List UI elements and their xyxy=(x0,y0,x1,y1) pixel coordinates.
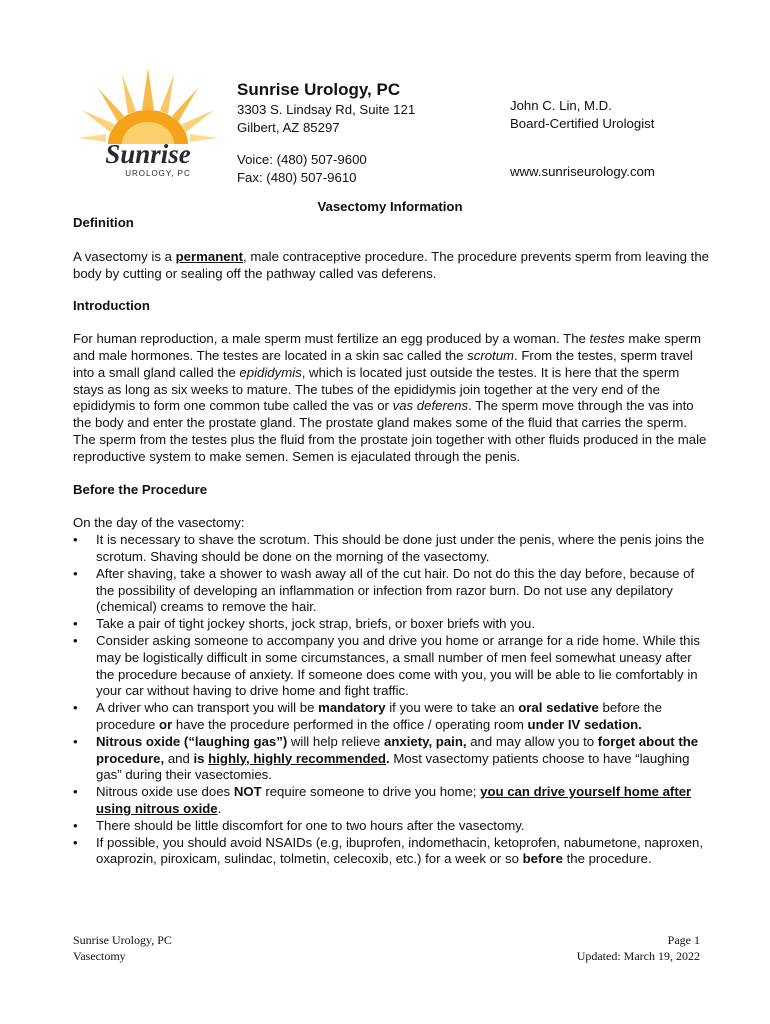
text-run: the procedure. xyxy=(562,851,652,867)
footer-practice: Sunrise Urology, PC xyxy=(73,933,172,947)
emphasis: before xyxy=(522,851,563,867)
doctor-info xyxy=(510,97,654,133)
text-run: . From the testes, sperm travel into a small gland called the xyxy=(73,347,693,380)
footer-doc-name: Vasectomy xyxy=(73,948,126,963)
emphasis-permanent: permanent xyxy=(175,248,244,264)
phone-numbers xyxy=(237,151,367,187)
footer-left xyxy=(73,933,172,964)
before-procedure-heading: Before the Procedure xyxy=(73,481,208,497)
emphasis: Nitrous oxide (“laughing gas”) xyxy=(96,733,288,749)
emphasis: is xyxy=(193,750,205,766)
term-scrotum: scrotum xyxy=(467,347,515,363)
text-run: A vasectomy is a xyxy=(73,248,176,264)
text-run: and xyxy=(164,750,194,766)
emphasis-underlined: highly, highly recommended xyxy=(208,750,386,766)
list-item xyxy=(73,616,713,633)
emphasis: oral sedative xyxy=(518,700,599,716)
text-run: have the procedure performed in the office / operating room xyxy=(172,716,528,732)
term-epididymis: epididymis xyxy=(239,364,302,380)
text-run: and may allow you to xyxy=(466,733,598,749)
text-run: require someone to drive you home; xyxy=(261,784,481,800)
definition-heading: Definition xyxy=(73,215,134,230)
footer-right xyxy=(577,933,700,964)
list-item xyxy=(73,734,713,784)
before-procedure-intro: On the day of the vasectomy: xyxy=(73,515,245,531)
text-run: before the procedure xyxy=(96,700,662,732)
text-run: , which is located just outside the testes. It is here that the sperm stays as long as six weeks to mature. The tubes of the epididymis join together at the very end of the epididymis to form one common tube called the vas or xyxy=(73,364,680,414)
term-vas-deferens: vas deferens xyxy=(392,398,469,414)
emphasis: NOT xyxy=(233,784,262,800)
list-item xyxy=(73,566,713,616)
text-run: Consider asking someone to accompany you and drive you home or arrange for a ride home. While this may be logistically difficult in some circumstances, a small number of men feel somewhat uneasy after the procedure because of anxiety. If someone does come with you, you will be able to lie comfortably in your car without having to drive home and fight traffic. xyxy=(96,632,701,699)
list-item xyxy=(73,784,713,818)
text-run: will help relieve xyxy=(287,733,384,749)
logo-wordmark: Sunrise xyxy=(105,139,191,169)
introduction-paragraph xyxy=(73,331,713,465)
emphasis: forget about the procedure, xyxy=(96,733,699,766)
address-line-1: 3303 S. Lindsay Rd, Suite 121 xyxy=(237,102,416,117)
list-item xyxy=(73,835,713,869)
list-item xyxy=(73,633,713,700)
text-run: , male contraceptive procedure. The procedure prevents sperm from leaving the body by cutting or sealing off the pathway called vas deferens. xyxy=(73,248,709,281)
list-item xyxy=(73,532,713,566)
emphasis: anxiety, pain, xyxy=(383,733,467,749)
emphasis: or xyxy=(159,716,173,732)
text-run: For human reproduction, a male sperm must fertilize an egg produced by a woman. The xyxy=(73,331,590,347)
list-item xyxy=(73,700,713,734)
list-item xyxy=(73,818,713,835)
text-run: Nitrous oxide use does xyxy=(96,784,234,800)
address xyxy=(237,101,415,137)
text-run: A driver who can transport you will be xyxy=(96,700,319,716)
website-link[interactable]: www.sunriseurology.com xyxy=(510,164,655,179)
voice-number: Voice: (480) 507-9600 xyxy=(237,152,367,167)
introduction-heading: Introduction xyxy=(73,298,150,314)
emphasis: mandatory xyxy=(318,700,386,716)
doctor-title: Board-Certified Urologist xyxy=(510,116,655,131)
emphasis: under IV sedation. xyxy=(527,716,642,732)
text-run: if you were to take an xyxy=(385,700,519,716)
practice-name: Sunrise Urology, PC xyxy=(237,80,401,99)
text-run: If possible, you should avoid NSAIDs (e.g, ibuprofen, indomethacin, ketoprofen, nabumetone, naproxen, oxaprozin, piroxicam, sulindac, tolmetin, celecoxib, etc.) for a week or so xyxy=(96,834,703,867)
doctor-name: John C. Lin, M.D. xyxy=(510,98,612,113)
sunrise-logo xyxy=(78,66,218,184)
document-body xyxy=(73,215,713,868)
logo-subtext: UROLOGY, PC xyxy=(125,169,191,178)
updated-date: Updated: March 19, 2022 xyxy=(576,948,700,963)
before-procedure-list xyxy=(73,532,713,868)
definition-paragraph xyxy=(73,249,713,283)
text-run: . The sperm move through the vas into the body and enter the prostate gland. The prostate gland makes some of the fluid that carries the sperm. The sperm from the testes plus the fluid from the prostate join together with other fluids produced in the male reproductive system to make semen. Semen is ejaculated through the penis. xyxy=(73,398,707,464)
address-line-2: Gilbert, AZ 85297 xyxy=(237,120,340,135)
page-number: Page 1 xyxy=(667,933,700,947)
text-run: There should be little discomfort for one to two hours after the vasectomy. xyxy=(96,817,525,833)
emphasis: . xyxy=(385,750,390,766)
fax-number: Fax: (480) 507-9610 xyxy=(237,170,357,185)
text-run: After shaving, take a shower to wash away all of the cut hair. Do not do this the day before, because of the possibility of developing an inflammation or infection from razor burn. Do not use any depilatory (chemical) creams to remove the hair. xyxy=(96,565,695,615)
text-run: Take a pair of tight jockey shorts, jock strap, briefs, or boxer briefs with you. xyxy=(96,616,536,632)
term-testes: testes xyxy=(589,331,625,347)
emphasis-underlined: you can drive yourself home after using nitrous oxide xyxy=(96,784,692,816)
text-run: . xyxy=(217,800,222,816)
document-title: Vasectomy Information xyxy=(317,199,463,214)
text-run: Most vasectomy patients choose to have “laughing gas” during their vasectomies. xyxy=(96,750,690,783)
text-run: make sperm and male hormones. The testes are located in a skin sac called the xyxy=(73,331,701,363)
text-run: It is necessary to shave the scrotum. This should be done just under the penis, where the penis joins the scrotum. Shaving should be done on the morning of the vasectomy. xyxy=(96,532,705,564)
